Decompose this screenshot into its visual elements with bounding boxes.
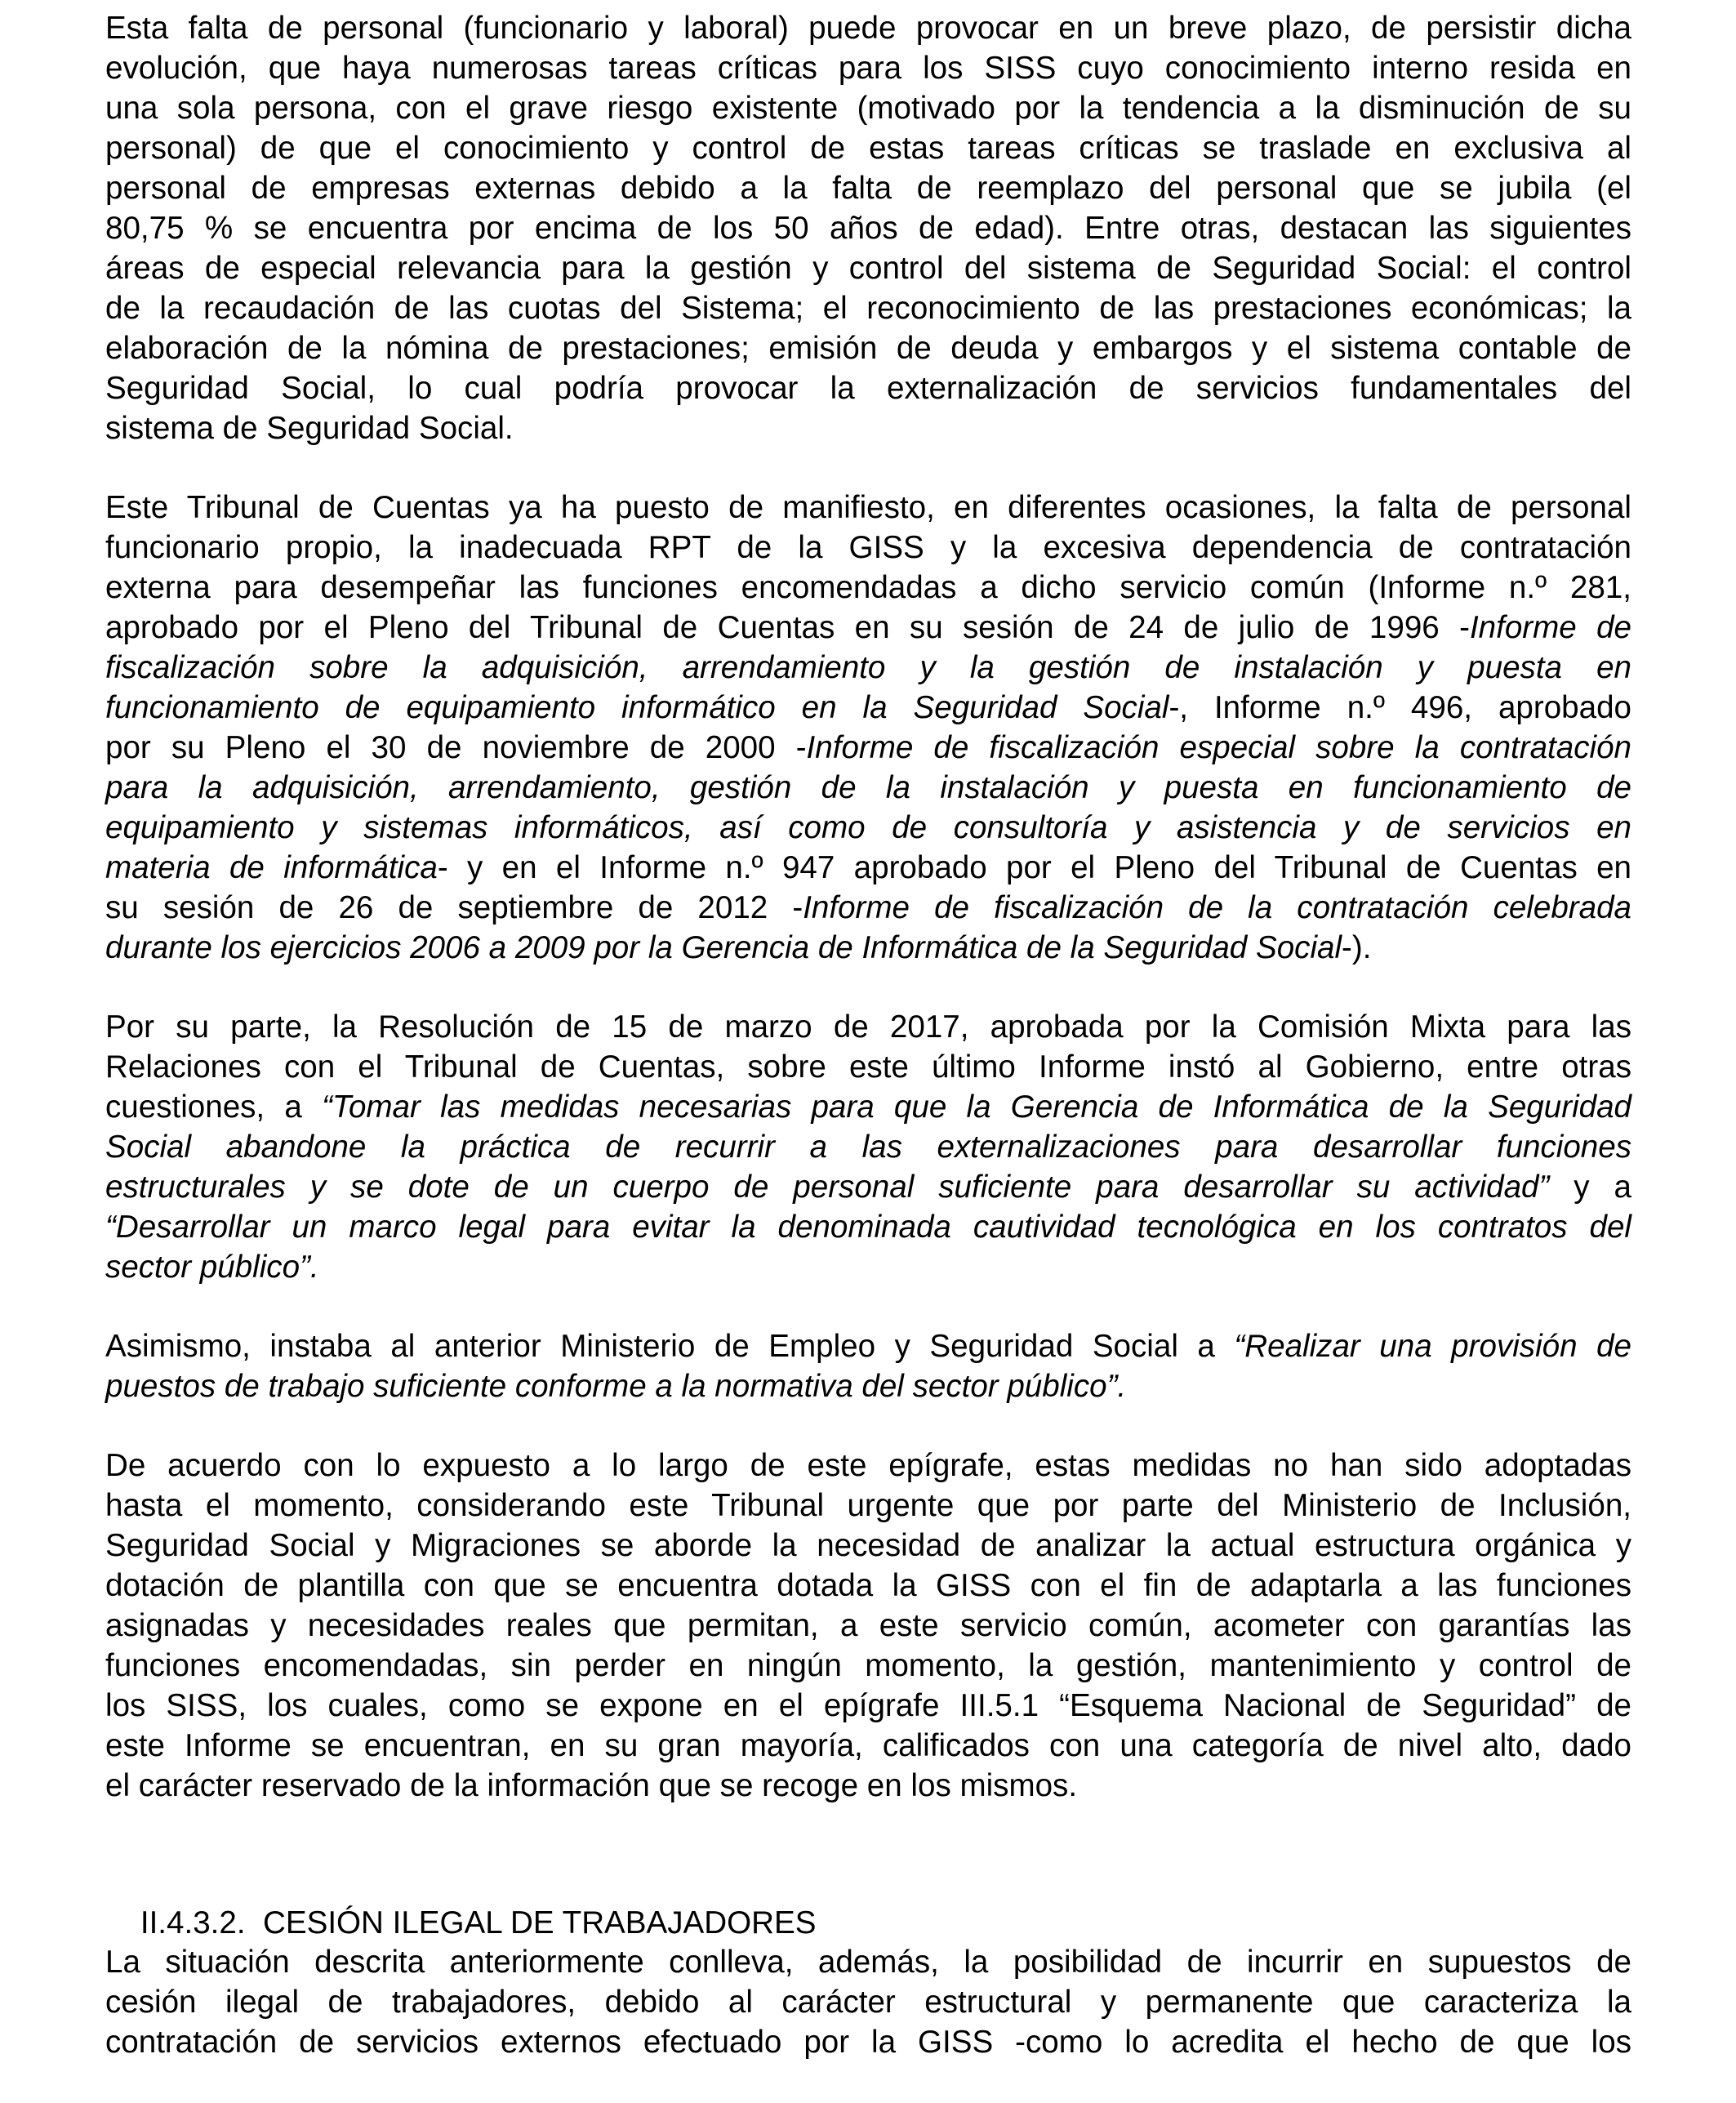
text-line	[105, 768, 1631, 808]
italic-text: “Tomar las medidas necesarias para que la Gerencia de Informática de la Seguridad	[322, 1089, 1632, 1125]
text-line	[105, 928, 1631, 968]
text-line	[105, 1646, 1631, 1686]
text-line	[105, 688, 1631, 728]
text-run: cuestiones, a	[105, 1089, 323, 1125]
text-run: Seguridad Social, lo cual podría provocar la externalización de servicios fundamentales del	[105, 371, 1631, 406]
text-line	[105, 248, 1631, 288]
text-run: funcionario propio, la inadecuada RPT de la GISS y la excesiva dependencia de contratación	[105, 530, 1631, 565]
text-run: cesión ilegal de trabajadores, debido al carácter estructural y permanente que caracteriza la	[105, 1985, 1631, 2020]
text-run: contratación de servicios externos efectuado por la GISS -como lo acredita el hecho de que los	[105, 2025, 1631, 2060]
italic-text: equipamiento y sistemas informáticos, así como de consultoría y asistencia y de servicios en	[105, 810, 1631, 845]
text-run: una sola persona, con el grave riesgo existente (motivado por la tendencia a la disminución de su	[105, 91, 1631, 126]
text-run: -, Informe n.º 496, aprobado	[1168, 690, 1631, 725]
italic-text: sector público”.	[105, 1250, 319, 1285]
text-run: dotación de plantilla con que se encuentra dotada la GISS con el fin de adaptarla a las funciones	[105, 1568, 1631, 1603]
text-line	[105, 1247, 1631, 1287]
text-line	[105, 368, 1631, 408]
text-run: Asimismo, instaba al anterior Ministerio de Empleo y Seguridad Social a	[105, 1329, 1235, 1364]
text-line	[105, 1686, 1631, 1726]
text-run: aprobado por el Pleno del Tribunal de Cuentas en su sesión de 24 de julio de 1996 -	[105, 610, 1470, 645]
text-line	[105, 728, 1631, 768]
text-line	[105, 208, 1631, 248]
text-run: su sesión de 26 de septiembre de 2012 -	[105, 890, 803, 925]
paragraph	[105, 1942, 1631, 2062]
text-line	[105, 288, 1631, 328]
text-run: asignadas y necesidades reales que permitan, a este servicio común, acometer con garantías las	[105, 1608, 1631, 1643]
text-run: evolución, que haya numerosas tareas críticas para los SISS cuyo conocimiento interno resida en	[105, 51, 1631, 86]
italic-text: funcionamiento de equipamiento informático en la Seguridad Social	[105, 690, 1169, 725]
text-line	[105, 1127, 1631, 1167]
text-run: el carácter reservado de la información que se recoge en los mismos.	[105, 1768, 1078, 1803]
italic-text: Informe de fiscalización de la contratación celebrada	[803, 890, 1632, 925]
italic-text: durante los ejercicios 2006 a 2009 por la Gerencia de Informática de la Seguridad Social	[105, 930, 1342, 965]
text-line	[105, 608, 1631, 648]
text-run: áreas de especial relevancia para la gestión y control del sistema de Seguridad Social: el control	[105, 251, 1631, 286]
text-run: personal) de que el conocimiento y control de estas tareas críticas se traslade en exclusiva al	[105, 131, 1631, 166]
text-line	[105, 128, 1631, 168]
text-line	[105, 528, 1631, 568]
italic-text: Informe de	[1469, 610, 1631, 645]
text-line	[105, 1766, 1631, 1806]
text-run: 80,75 % se encuentra por encima de los 50 años de edad). Entre otras, destacan las siguientes	[105, 211, 1631, 246]
text-run: Esta falta de personal (funcionario y laboral) puede provocar en un breve plazo, de persistir dicha	[105, 11, 1631, 46]
text-run: y a	[1549, 1170, 1631, 1205]
text-line	[105, 568, 1631, 608]
text-line	[105, 8, 1631, 48]
text-run: -).	[1342, 930, 1372, 965]
italic-text: para la adquisición, arrendamiento, gestión de la instalación y puesta en funcionamiento de	[105, 770, 1631, 805]
italic-text: Informe de fiscalización especial sobre la contratación	[806, 730, 1632, 765]
text-line	[105, 168, 1631, 208]
text-run: por su Pleno el 30 de noviembre de 2000 -	[105, 730, 807, 765]
paragraph	[105, 1446, 1631, 1806]
text-run: este Informe se encuentran, en su gran mayoría, calificados con una categoría de nivel alto, dado	[105, 1728, 1631, 1763]
section-title: CESIÓN ILEGAL DE TRABAJADORES	[263, 1905, 817, 1940]
italic-text: materia de informática	[105, 850, 438, 885]
text-run: sistema de Seguridad Social.	[105, 411, 514, 446]
text-line	[105, 488, 1631, 528]
text-line	[105, 1606, 1631, 1646]
text-line	[105, 1486, 1631, 1526]
text-line	[105, 1942, 1631, 1982]
text-line	[105, 1007, 1631, 1047]
italic-text: “Desarrollar un marco legal para evitar la denominada cautividad tecnológica en los contratos del	[105, 1210, 1631, 1245]
text-line	[105, 648, 1631, 688]
text-line	[105, 848, 1631, 888]
text-run: - y en el Informe n.º 947 aprobado por el Pleno del Tribunal de Cuentas en	[437, 850, 1631, 885]
italic-text: estructurales y se dote de un cuerpo de personal suficiente para desarrollar su actividad”	[105, 1170, 1550, 1205]
text-line	[105, 808, 1631, 848]
text-run: de la recaudación de las cuotas del Sistema; el reconocimiento de las prestaciones económicas; la	[105, 291, 1631, 326]
text-run: Relaciones con el Tribunal de Cuentas, sobre este último Informe instó al Gobierno, entre otras	[105, 1049, 1631, 1085]
text-line	[105, 88, 1631, 128]
text-run: Seguridad Social y Migraciones se aborde la necesidad de analizar la actual estructura orgánica y	[105, 1528, 1631, 1563]
section-heading	[105, 1863, 817, 1940]
text-line	[105, 1167, 1631, 1207]
text-run: personal de empresas externas debido a la falta de reemplazo del personal que se jubila (el	[105, 171, 1631, 206]
section-number: II.4.3.2.	[140, 1905, 246, 1940]
text-line	[105, 1446, 1631, 1486]
text-line	[105, 1366, 1631, 1406]
italic-text: Social abandone la práctica de recurrir a las externalizaciones para desarrollar funciones	[105, 1129, 1631, 1165]
text-line	[105, 1982, 1631, 2022]
text-line	[105, 1047, 1631, 1087]
text-line	[105, 1726, 1631, 1766]
text-line	[105, 1566, 1631, 1606]
text-run: elaboración de la nómina de prestaciones; emisión de deuda y embargos y el sistema contable de	[105, 331, 1631, 366]
text-run: funciones encomendadas, sin perder en ningún momento, la gestión, mantenimiento y control de	[105, 1648, 1631, 1683]
text-run: los SISS, los cuales, como se expone en el epígrafe III.5.1 “Esquema Nacional de Seguridad” de	[105, 1688, 1631, 1723]
text-line	[105, 408, 1631, 448]
paragraph	[105, 8, 1631, 448]
text-line	[105, 2022, 1631, 2062]
text-line	[105, 888, 1631, 928]
text-line	[105, 1526, 1631, 1566]
text-run: externa para desempeñar las funciones encomendadas a dicho servicio común (Informe n.º 281,	[105, 570, 1631, 605]
text-line	[105, 328, 1631, 368]
text-line	[105, 1326, 1631, 1366]
italic-text: “Realizar una provisión de	[1234, 1329, 1631, 1364]
text-run: La situación descrita anteriormente conlleva, además, la posibilidad de incurrir en supuestos de	[105, 1945, 1631, 1980]
text-line	[105, 1207, 1631, 1247]
paragraph	[105, 488, 1631, 968]
text-line	[105, 48, 1631, 88]
text-line	[105, 1087, 1631, 1127]
italic-text: fiscalización sobre la adquisición, arrendamiento y la gestión de instalación y puesta en	[105, 650, 1631, 685]
text-run: De acuerdo con lo expuesto a lo largo de este epígrafe, estas medidas no han sido adoptadas	[105, 1448, 1631, 1483]
paragraph	[105, 1007, 1631, 1287]
text-run: Este Tribunal de Cuentas ya ha puesto de manifiesto, en diferentes ocasiones, la falta de personal	[105, 490, 1631, 525]
text-run: Por su parte, la Resolución de 15 de marzo de 2017, aprobada por la Comisión Mixta para las	[105, 1009, 1631, 1045]
text-run: hasta el momento, considerando este Tribunal urgente que por parte del Ministerio de Inclusión,	[105, 1488, 1631, 1523]
paragraph	[105, 1326, 1631, 1406]
italic-text: puestos de trabajo suficiente conforme a la normativa del sector público”.	[105, 1369, 1127, 1404]
